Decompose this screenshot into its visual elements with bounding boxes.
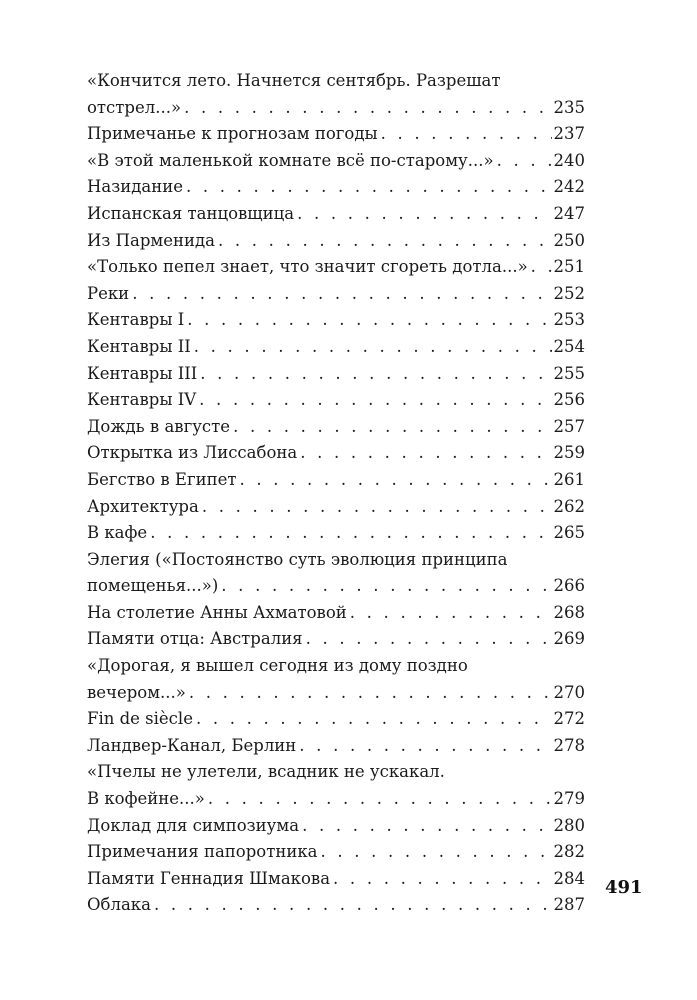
dot-leader [189, 680, 552, 707]
toc-entry-line [87, 228, 585, 255]
toc-entry-line [87, 626, 585, 653]
toc-entry-title: Кентавры II [87, 336, 191, 356]
toc-entry-line [87, 600, 585, 627]
toc-entry-page: 254 [553, 336, 585, 356]
table-of-contents [87, 68, 585, 919]
toc-entry-page: 282 [553, 842, 585, 862]
toc-entry-line [87, 414, 585, 441]
toc-entry-title: Бегство в Египет [87, 469, 237, 489]
dot-leader [306, 626, 552, 653]
toc-entry-page: 256 [553, 390, 585, 410]
toc-entry-line [87, 733, 585, 760]
toc-entry-title: Архитектура [87, 496, 199, 516]
toc-entry [87, 334, 585, 361]
toc-entry [87, 759, 585, 812]
toc-entry [87, 813, 585, 840]
dot-leader [299, 733, 551, 760]
toc-entry [87, 68, 585, 121]
toc-entry-line [87, 892, 585, 919]
toc-entry-title: «В этой маленькой комнате всё по-старому...» [87, 150, 494, 170]
toc-entry-page: 268 [553, 602, 585, 622]
toc-entry [87, 494, 585, 521]
toc-entry-title: Облака [87, 895, 151, 915]
toc-entry-title: Кентавры IV [87, 390, 197, 410]
toc-entry-page: 259 [553, 443, 585, 463]
toc-entry-line [87, 387, 585, 414]
toc-entry-line [87, 573, 585, 600]
toc-entry-line [87, 467, 585, 494]
dot-leader [208, 786, 552, 813]
toc-entry-line [87, 520, 585, 547]
toc-entry-line [87, 839, 585, 866]
toc-entry-title: помещенья...») [87, 576, 219, 596]
toc-entry-line [87, 254, 585, 281]
toc-entry-line [87, 95, 585, 122]
toc-entry [87, 600, 585, 627]
toc-entry [87, 281, 585, 308]
toc-entry-page: 287 [553, 895, 585, 915]
toc-entry-page: 257 [553, 416, 585, 436]
toc-entry-page: 272 [553, 709, 585, 729]
toc-entry-title: Fin de siècle [87, 709, 193, 729]
dot-leader [531, 254, 552, 281]
toc-entry [87, 254, 585, 281]
toc-entry-title: Кентавры III [87, 363, 198, 383]
dot-leader [202, 494, 552, 521]
toc-entry-line [87, 813, 585, 840]
toc-entry-line [87, 706, 585, 733]
toc-entry-page: 235 [553, 97, 585, 117]
toc-entry-page: 265 [553, 523, 585, 543]
toc-entry [87, 174, 585, 201]
dot-leader [497, 148, 552, 175]
dot-leader [218, 228, 551, 255]
dot-leader [233, 414, 551, 441]
toc-entry-title: Ландвер-Канал, Берлин [87, 735, 297, 755]
toc-entry-title: Примечания папоротника [87, 842, 318, 862]
toc-entry-title: отстрел...» [87, 97, 182, 117]
toc-entry [87, 547, 585, 600]
toc-entry-title: Памяти Геннадия Шмакова [87, 868, 331, 888]
toc-entry-line [87, 440, 585, 467]
dot-leader [320, 839, 551, 866]
toc-entry [87, 467, 585, 494]
toc-entry [87, 626, 585, 653]
toc-entry-line [87, 281, 585, 308]
toc-entry-title: Испанская танцовщица [87, 203, 295, 223]
toc-entry [87, 520, 585, 547]
toc-entry-title: Из Парменида [87, 230, 216, 250]
toc-entry-line [87, 307, 585, 334]
toc-entry-title: Открытка из Лиссабона [87, 443, 298, 463]
toc-entry-title: «Только пепел знает, что значит сгореть дотла...» [87, 257, 528, 277]
toc-entry-line [87, 201, 585, 228]
dot-leader [381, 121, 552, 148]
dot-leader [302, 813, 551, 840]
dot-leader [150, 520, 551, 547]
toc-entry-title-line: «Кончится лето. Начнется сентябрь. Разрешат [87, 71, 501, 90]
toc-entry [87, 866, 585, 893]
toc-entry-title: На столетие Анны Ахматовой [87, 602, 347, 622]
toc-entry-page: 251 [553, 257, 585, 277]
toc-entry-line [87, 361, 585, 388]
toc-entry-line [87, 680, 585, 707]
toc-entry-page: 237 [553, 124, 585, 144]
toc-entry-page: 266 [553, 576, 585, 596]
toc-entry-title: Памяти отца: Австралия [87, 629, 303, 649]
dot-leader [132, 281, 551, 308]
dot-leader [333, 866, 551, 893]
toc-entry [87, 361, 585, 388]
toc-entry-title: Доклад для симпозиума [87, 815, 300, 835]
toc-entry-page: 279 [553, 789, 585, 809]
toc-entry [87, 839, 585, 866]
toc-entry [87, 201, 585, 228]
toc-entry-title: Назидание [87, 177, 183, 197]
toc-entry-title: В кафе [87, 523, 148, 543]
toc-entry-page: 250 [553, 230, 585, 250]
toc-entry-page: 284 [553, 868, 585, 888]
toc-entry [87, 228, 585, 255]
toc-entry-page: 262 [553, 496, 585, 516]
toc-entry [87, 706, 585, 733]
toc-entry-title: В кофейне...» [87, 789, 205, 809]
toc-entry [87, 440, 585, 467]
dot-leader [200, 361, 551, 388]
dot-leader [350, 600, 552, 627]
toc-entry-line [87, 334, 585, 361]
toc-entry [87, 307, 585, 334]
dot-leader [221, 573, 551, 600]
toc-entry-page: 278 [553, 735, 585, 755]
toc-entry-title-line: «Пчелы не улетели, всадник не ускакал. [87, 762, 445, 782]
toc-entry-title: Примечанье к прогнозам погоды [87, 124, 378, 144]
dot-leader [194, 334, 552, 361]
toc-entry [87, 387, 585, 414]
toc-entry-title: вечером...» [87, 682, 186, 702]
toc-entry [87, 414, 585, 441]
toc-entry-line [87, 786, 585, 813]
dot-leader [187, 307, 551, 334]
toc-entry [87, 653, 585, 706]
dot-leader [186, 174, 552, 201]
toc-entry-line [87, 148, 585, 175]
toc-entry-page: 252 [553, 283, 585, 303]
toc-entry-line [87, 866, 585, 893]
dot-leader [184, 95, 551, 122]
dot-leader [297, 201, 551, 228]
toc-entry-title-line: Элегия («Постоянство суть эволюция принципа [87, 549, 508, 569]
toc-entry-line [87, 174, 585, 201]
toc-entry [87, 148, 585, 175]
toc-entry [87, 733, 585, 760]
toc-entry-page: 261 [553, 469, 585, 489]
toc-entry-page: 269 [553, 629, 585, 649]
toc-entry-line [87, 121, 585, 148]
toc-entry [87, 892, 585, 919]
toc-entry-title: Кентавры I [87, 310, 185, 330]
toc-entry-page: 247 [553, 203, 585, 223]
toc-entry-title-line: «Дорогая, я вышел сегодня из дому поздно [87, 656, 468, 676]
toc-entry-page: 240 [553, 150, 585, 170]
dot-leader [199, 387, 551, 414]
page-number: 491 [605, 877, 643, 898]
toc-entry-page: 270 [553, 682, 585, 702]
dot-leader [154, 892, 552, 919]
toc-entry-page: 255 [553, 363, 585, 383]
toc-entry-title: Дождь в августе [87, 416, 231, 436]
toc-entry-title: Реки [87, 283, 130, 303]
dot-leader [300, 440, 551, 467]
toc-entry-line [87, 494, 585, 521]
toc-entry-page: 280 [553, 815, 585, 835]
dot-leader [239, 467, 551, 494]
toc-entry [87, 121, 585, 148]
toc-entry-page: 242 [553, 177, 585, 197]
toc-entry-page: 253 [553, 310, 585, 330]
dot-leader [196, 706, 552, 733]
